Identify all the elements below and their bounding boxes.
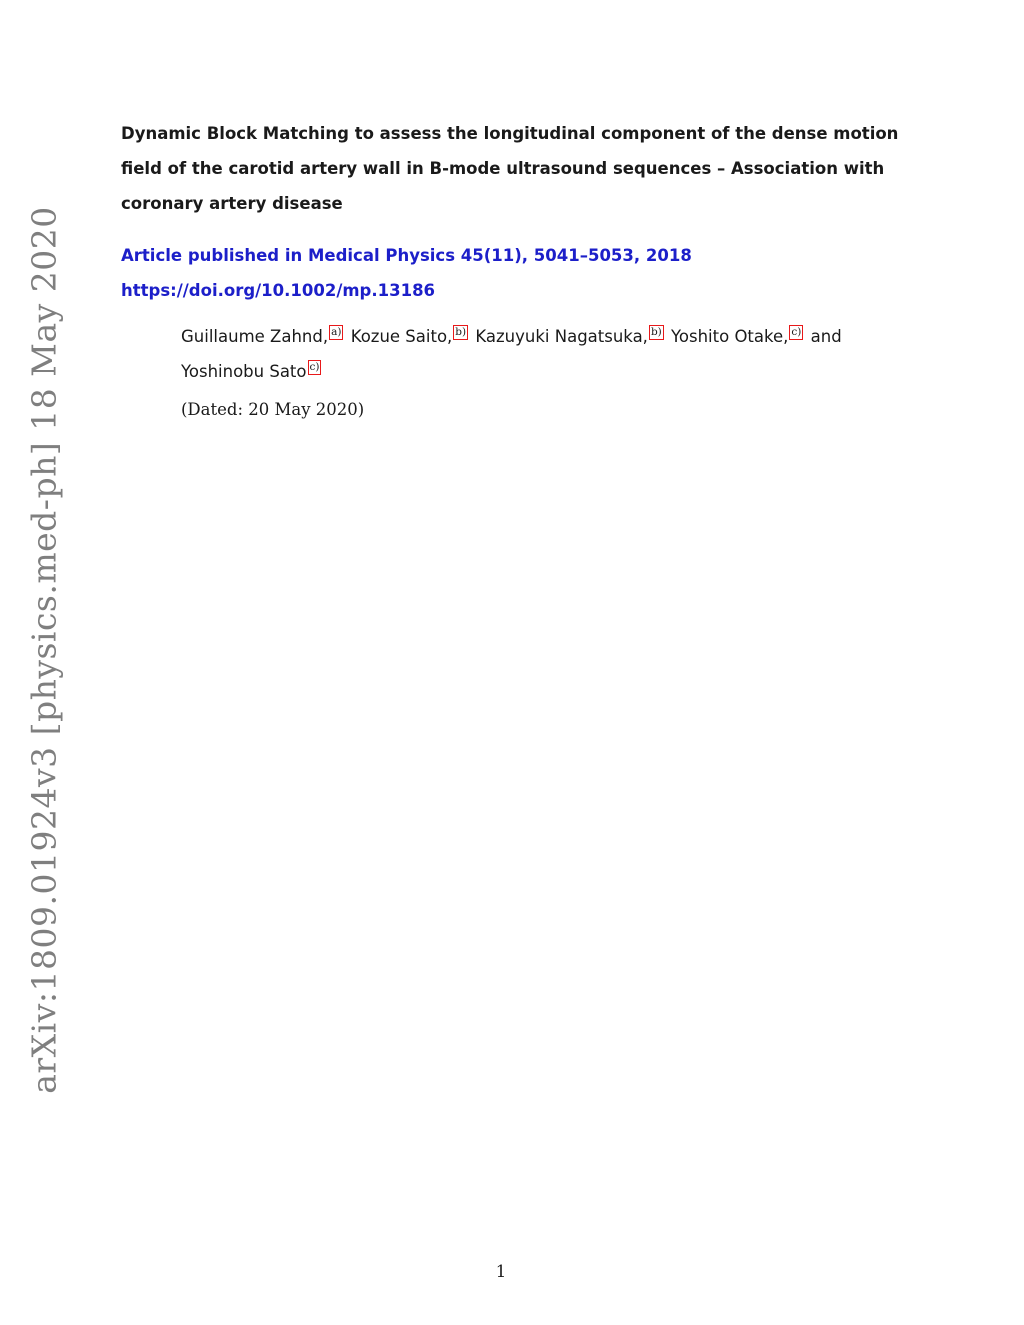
title-line: field of the carotid artery wall in B-mode ultrasound sequences – Association with <box>121 159 885 178</box>
author-name: Kozue Saito, <box>350 327 453 346</box>
author-name: Guillaume Zahnd, <box>181 327 329 346</box>
author-name: Kazuyuki Nagatsuka, <box>475 327 648 346</box>
affiliation-link[interactable]: c) <box>309 361 320 373</box>
title-line: Dynamic Block Matching to assess the longitudinal component of the dense motion <box>121 124 899 143</box>
affiliation-link[interactable]: c) <box>791 326 802 338</box>
affiliation-link[interactable]: b) <box>650 326 662 338</box>
title-line: coronary artery disease <box>121 194 343 213</box>
doi-link[interactable]: https://doi.org/10.1002/mp.13186 <box>121 281 436 300</box>
arxiv-identifier-stamp: arXiv:1809.01924v3 [physics.med-ph] 18 May 2020 <box>24 206 64 1094</box>
date-line: (Dated: 20 May 2020) <box>181 400 365 419</box>
affiliation-link[interactable]: a) <box>331 326 342 338</box>
page-number: 1 <box>495 1262 507 1281</box>
author-conjunction: and <box>810 327 842 346</box>
author-list <box>181 319 881 389</box>
publication-info <box>121 238 692 308</box>
affiliation-link[interactable]: b) <box>455 326 467 338</box>
journal-reference-link[interactable]: Article published in Medical Physics 45(11), 5041–5053, 2018 <box>121 246 692 265</box>
author-line <box>181 319 881 354</box>
author-name: Yoshinobu Sato <box>181 362 307 381</box>
paper-title <box>121 116 911 221</box>
author-line <box>181 354 881 389</box>
author-name: Yoshito Otake, <box>671 327 789 346</box>
